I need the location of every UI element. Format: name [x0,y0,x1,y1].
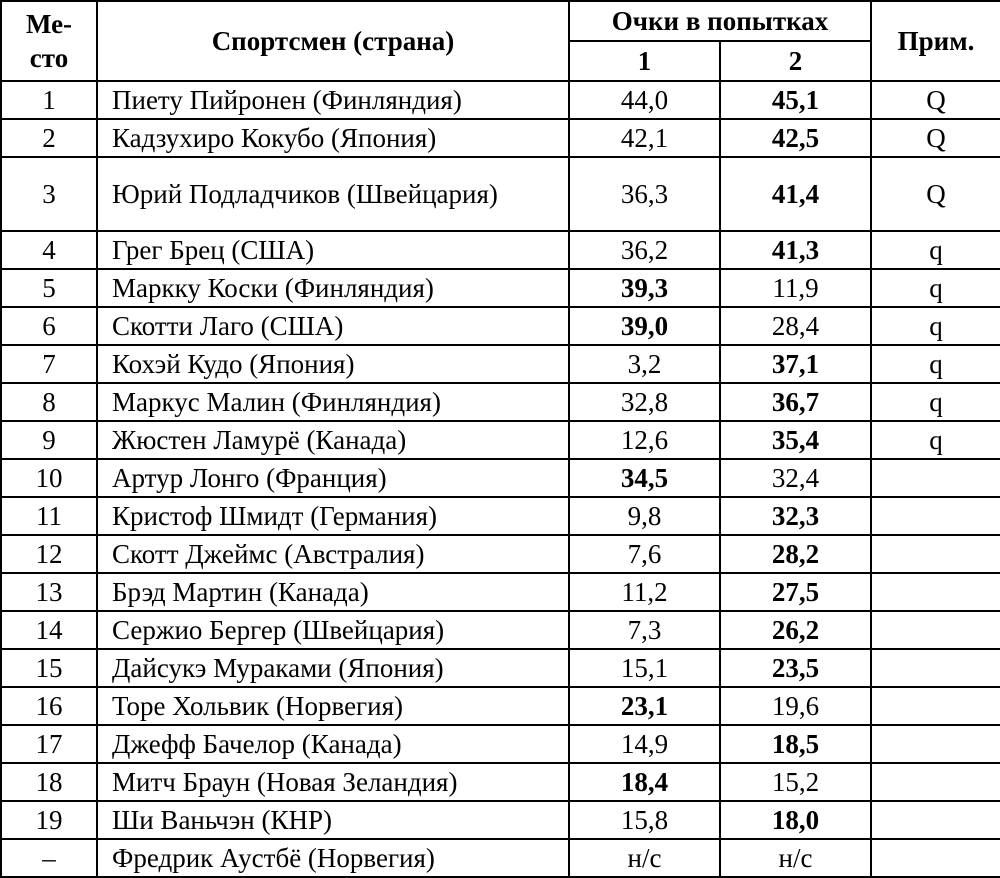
attempt-1-cell: 7,6 [569,535,720,573]
note-cell [871,573,1000,611]
table-row [1,157,1000,231]
attempt-2-header: 2 [720,41,871,81]
attempt-1-cell: 9,8 [569,497,720,535]
athlete-cell: Фредрик Аустбё (Норвегия) [97,839,569,877]
attempt-2-cell: 15,2 [720,763,871,801]
place-cell: 10 [1,459,97,497]
place-cell: 16 [1,687,97,725]
header-row [1,1,1000,41]
attempt-1-cell: 36,2 [569,231,720,269]
place-cell: 9 [1,421,97,459]
note-cell [871,687,1000,725]
athlete-cell: Брэд Мартин (Канада) [97,573,569,611]
attempt-1-cell: 14,9 [569,725,720,763]
place-cell: 3 [1,157,97,231]
athlete-cell: Пиету Пийронен (Финляндия) [97,81,569,119]
place-cell: 18 [1,763,97,801]
place-cell: 8 [1,383,97,421]
attempt-1-cell: 39,3 [569,269,720,307]
attempt-1-cell: 15,1 [569,649,720,687]
attempt-1-cell: 12,6 [569,421,720,459]
note-cell [871,497,1000,535]
attempt-1-cell: 15,8 [569,801,720,839]
attempt-1-cell: 11,2 [569,573,720,611]
attempt-1-cell: 18,4 [569,763,720,801]
athlete-cell: Кохэй Кудо (Япония) [97,345,569,383]
results-body [1,81,1000,877]
note-cell: q [871,421,1000,459]
place-cell: 5 [1,269,97,307]
attempt-2-cell: 23,5 [720,649,871,687]
table-row [1,269,1000,307]
place-cell: 7 [1,345,97,383]
note-cell: q [871,383,1000,421]
attempt-1-cell: 32,8 [569,383,720,421]
table-row [1,81,1000,119]
attempt-1-cell: 39,0 [569,307,720,345]
place-cell: 12 [1,535,97,573]
athlete-cell: Дайсукэ Мураками (Япония) [97,649,569,687]
place-cell: – [1,839,97,877]
note-cell: q [871,345,1000,383]
athlete-cell: Кристоф Шмидт (Германия) [97,497,569,535]
attempt-2-cell: 45,1 [720,81,871,119]
attempt-2-cell: 26,2 [720,611,871,649]
attempt-2-cell: 19,6 [720,687,871,725]
athlete-cell: Жюстен Ламурё (Канада) [97,421,569,459]
table-row [1,383,1000,421]
note-cell [871,535,1000,573]
note-cell [871,801,1000,839]
note-cell [871,611,1000,649]
table-row [1,801,1000,839]
table-row [1,231,1000,269]
athlete-cell: Скотти Лаго (США) [97,307,569,345]
attempt-2-cell: 32,3 [720,497,871,535]
place-cell: 2 [1,119,97,157]
note-cell [871,839,1000,877]
athlete-cell: Маркус Малин (Финляндия) [97,383,569,421]
place-header-text: Ме- сто [25,9,73,73]
attempt-2-cell: 37,1 [720,345,871,383]
note-cell: Q [871,81,1000,119]
athlete-cell: Джефф Бачелор (Канада) [97,725,569,763]
attempt-2-cell: 36,7 [720,383,871,421]
attempt-2-cell: 18,0 [720,801,871,839]
table-row [1,459,1000,497]
table-row [1,611,1000,649]
attempt-2-cell: 35,4 [720,421,871,459]
attempt-2-cell: 32,4 [720,459,871,497]
table-row [1,649,1000,687]
note-cell: q [871,307,1000,345]
table-row [1,839,1000,877]
place-cell: 4 [1,231,97,269]
attempt-1-cell: 23,1 [569,687,720,725]
attempt-2-cell: 27,5 [720,573,871,611]
athlete-cell: Маркку Коски (Финляндия) [97,269,569,307]
place-cell: 13 [1,573,97,611]
note-cell [871,649,1000,687]
table-row [1,307,1000,345]
athlete-header: Спортсмен (страна) [97,1,569,81]
table-row [1,421,1000,459]
attempt-2-cell: 42,5 [720,119,871,157]
athlete-cell: Митч Браун (Новая Зеландия) [97,763,569,801]
place-cell: 15 [1,649,97,687]
athlete-cell: Торе Хольвик (Норвегия) [97,687,569,725]
place-header [1,1,97,81]
athlete-cell: Юрий Подладчиков (Швейцария) [97,157,569,231]
athlete-cell: Кадзухиро Кокубо (Япония) [97,119,569,157]
note-cell: q [871,269,1000,307]
attempt-1-cell: н/с [569,839,720,877]
place-cell: 11 [1,497,97,535]
attempt-1-cell: 42,1 [569,119,720,157]
note-cell [871,763,1000,801]
table-row [1,535,1000,573]
note-cell [871,725,1000,763]
table-row [1,573,1000,611]
attempt-1-header: 1 [569,41,720,81]
table-row [1,345,1000,383]
athlete-cell: Ши Ваньчэн (КНР) [97,801,569,839]
athlete-cell: Скотт Джеймс (Австралия) [97,535,569,573]
attempt-2-cell: 41,3 [720,231,871,269]
athlete-cell: Артур Лонго (Франция) [97,459,569,497]
attempt-2-cell: 28,4 [720,307,871,345]
attempt-1-cell: 44,0 [569,81,720,119]
attempt-1-cell: 36,3 [569,157,720,231]
athlete-cell: Сержио Бергер (Швейцария) [97,611,569,649]
note-cell: Q [871,119,1000,157]
table-row [1,497,1000,535]
note-cell [871,459,1000,497]
athlete-cell: Грег Брец (США) [97,231,569,269]
place-cell: 14 [1,611,97,649]
attempt-2-cell: н/с [720,839,871,877]
note-cell: Q [871,157,1000,231]
note-cell: q [871,231,1000,269]
attempt-1-cell: 34,5 [569,459,720,497]
attempt-2-cell: 28,2 [720,535,871,573]
table-row [1,687,1000,725]
points-header: Очки в попытках [569,1,871,41]
attempt-1-cell: 7,3 [569,611,720,649]
table-row [1,763,1000,801]
table-row [1,119,1000,157]
attempt-2-cell: 18,5 [720,725,871,763]
attempt-1-cell: 3,2 [569,345,720,383]
table-row [1,725,1000,763]
attempt-2-cell: 11,9 [720,269,871,307]
place-cell: 1 [1,81,97,119]
attempt-2-cell: 41,4 [720,157,871,231]
place-cell: 17 [1,725,97,763]
place-cell: 6 [1,307,97,345]
place-cell: 19 [1,801,97,839]
note-header: Прим. [871,1,1000,81]
